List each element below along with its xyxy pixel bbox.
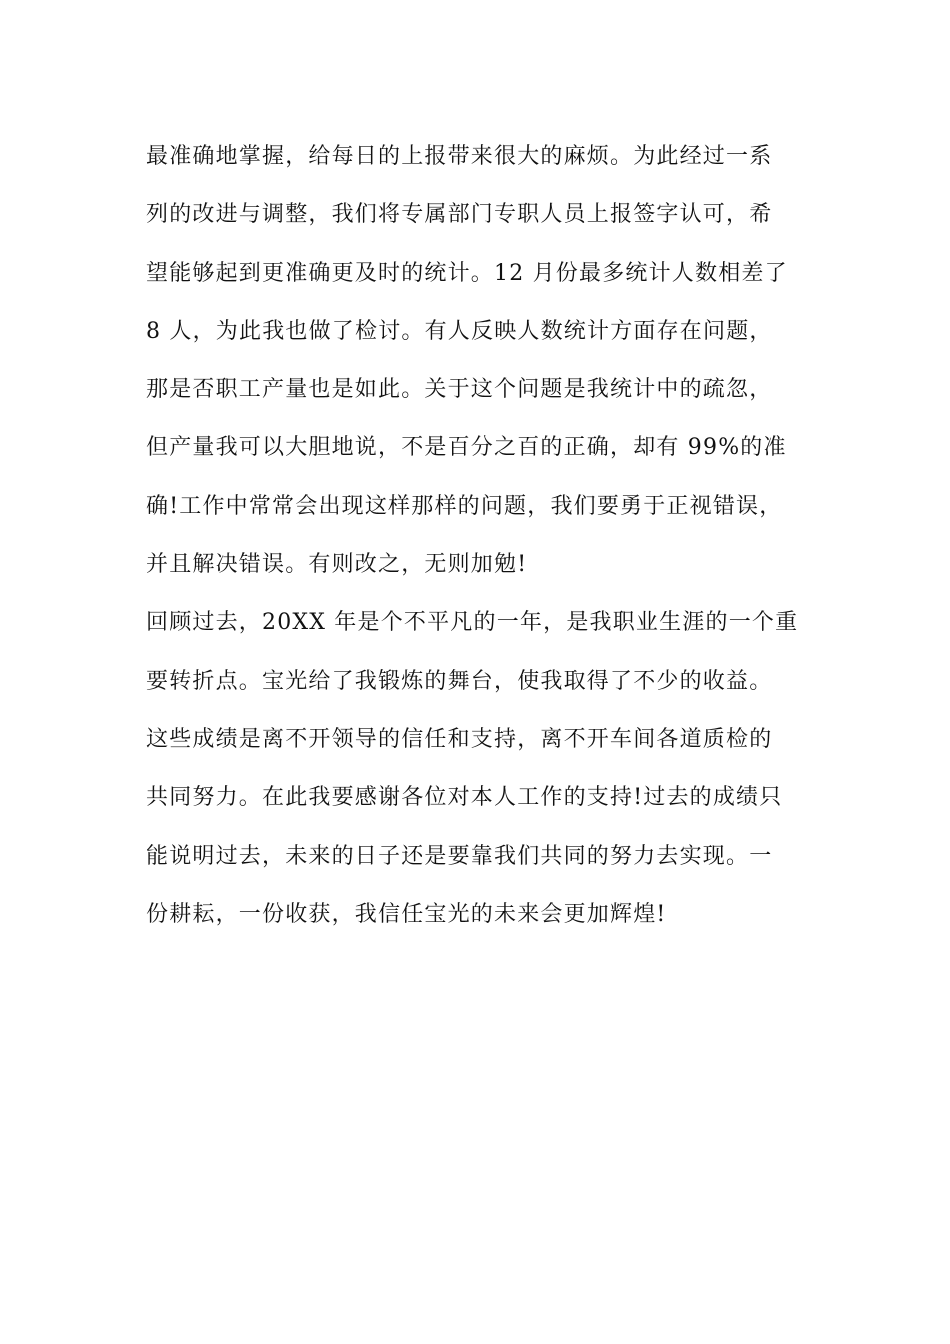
text-line-7: 确!工作中常常会出现这样那样的问题，我们要勇于正视错误， [146,493,783,519]
text-line-4: 8 人，为此我也做了检讨。有人反映人数统计方面存在问题， [146,318,773,344]
text-line-11: 这些成绩是离不开领导的信任和支持，离不开车间各道质检的 [146,726,773,752]
text-line-13: 能说明过去，未来的日子还是要靠我们共同的努力去实现。一 [146,843,773,869]
body-text [146,128,810,944]
text-line-3: 望能够起到更准确更及时的统计。12 月份最多统计人数相差了 [146,260,788,286]
text-line-2: 列的改进与调整，我们将专属部门专职人员上报签字认可，希 [146,202,773,228]
text-line-12: 共同努力。在此我要感谢各位对本人工作的支持!过去的成绩只 [146,785,783,811]
text-line-9: 回顾过去，20XX 年是个不平凡的一年，是我职业生涯的一个重 [146,610,799,636]
text-line-6: 但产量我可以大胆地说，不是百分之百的正确，却有 99%的准 [146,435,787,461]
text-line-5: 那是否职工产量也是如此。关于这个问题是我统计中的疏忽， [146,377,773,403]
text-line-8: 并且解决错误。有则改之，无则加勉! [146,552,528,578]
text-line-10: 要转折点。宝光给了我锻炼的舞台，使我取得了不少的收益。 [146,668,773,694]
text-line-1: 最准确地掌握，给每日的上报带来很大的麻烦。为此经过一系 [146,144,773,169]
text-line-14: 份耕耘，一份收获，我信任宝光的未来会更加辉煌! [146,901,667,927]
